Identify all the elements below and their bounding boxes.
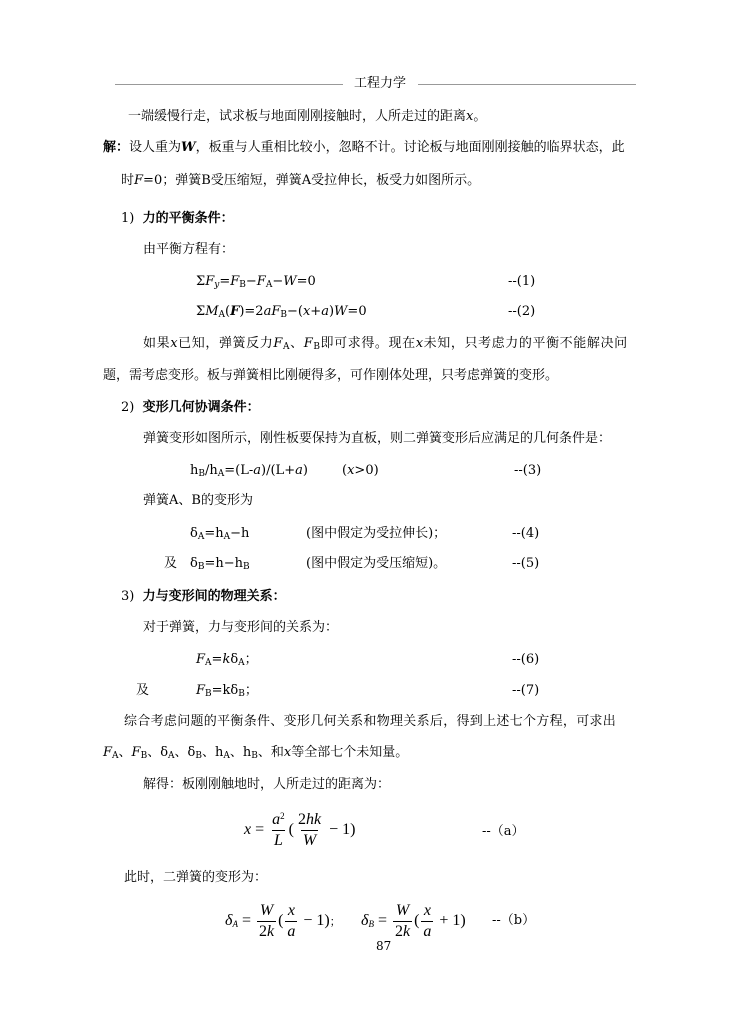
section1-number: 1) xyxy=(121,211,135,226)
equation-7-prefix: 及 xyxy=(136,683,150,698)
equation-2: $\Sigma M_A(F)=2aF_B-(x+a)W=0$ xyxy=(196,304,367,320)
header-rule-right xyxy=(418,84,636,85)
equation-2-tag: --(2) xyxy=(508,304,536,319)
equation-5-note: (图中假定为受压缩短)。 xyxy=(306,556,447,571)
solution-line-2: 时F=0；弹簧B受压缩短，弹簧A受拉伸长，板受力如图所示。 xyxy=(121,173,481,188)
section1-paragraph-line-2: 题，需考虑变形。板与弹簧相比刚硬得多，可作刚体处理，只考虑弹簧的变形。 xyxy=(103,368,559,383)
summary-line-1: 综合考虑问题的平衡条件、变形几何关系和物理关系后，得到上述七个方程，可求出 xyxy=(124,714,617,729)
equation-b-fraction-2: $\frac{x}{a}$ xyxy=(287,902,296,940)
equation-5-prefix: 及 xyxy=(164,556,178,571)
equation-6: $F_A=k\delta_A$； xyxy=(196,652,258,668)
equation-5: $\delta_B=h-h_B$ xyxy=(190,556,250,572)
page-header-title: 工程力学 xyxy=(354,76,407,91)
equation-a: x = $\frac{a^2}{L}$ ( $\frac{2hk}{W}$ − 1) xyxy=(244,811,356,849)
section3-heading xyxy=(121,590,286,603)
deform-intro: 弹簧A、B的变形为 xyxy=(143,493,253,508)
equation-6-tag: --(6) xyxy=(512,652,540,667)
section3-number: 3) xyxy=(121,589,135,604)
equation-b-right: $\delta_B$ = $\frac{W}{2k}$ ( $\frac{x}{a}$ + 1) xyxy=(361,902,466,940)
section2-intro: 弹簧变形如图所示，刚性板要保持为直板，则二弹簧变形后应满足的几何条件是： xyxy=(143,431,612,446)
equation-a-fraction-2: $\frac{2hk}{W}$ xyxy=(297,811,322,849)
header-rule-left xyxy=(115,84,343,85)
page-number: 87 xyxy=(376,939,392,953)
section1-heading xyxy=(121,212,234,225)
section1-paragraph-line-1: 如果x已知，弹簧反力$F_A$、$F_B$即可求得。现在x未知，只考虑力的平衡不能解决问 xyxy=(143,336,628,352)
section2-heading xyxy=(121,401,260,414)
summary-line-2: $F_A$、$F_B$、$\delta_A$、$\delta_B$、$h_A$、$h_B$、和x等全部七个未知量。 xyxy=(103,745,409,761)
equation-a-tag: --（a） xyxy=(482,824,525,839)
section2-title: 变形几何协调条件： xyxy=(142,400,260,415)
equation-4: $\delta_A=h_A-h$ xyxy=(190,526,250,542)
equation-3-tag: --(3) xyxy=(514,463,542,478)
equation-7-tag: --(7) xyxy=(512,683,540,698)
deform-result-intro: 此时，二弹簧的变形为： xyxy=(124,870,268,885)
equation-4-note: (图中假定为受拉伸长)； xyxy=(306,526,447,541)
equation-3-condition: (x>0) xyxy=(342,463,379,478)
problem-intro-line: 一端缓慢行走，试求板与地面刚刚接触时，人所走过的距离x。 xyxy=(128,109,487,124)
equation-b-fraction-4: $\frac{x}{a}$ xyxy=(423,902,432,940)
equation-b-fraction-1: $\frac{W}{2k}$ xyxy=(258,902,275,940)
solution-line-1: 解：设人重为W，板重与人重相比较小，忽略不计。讨论板与地面刚刚接触的临界状态，此 xyxy=(103,140,625,155)
section2-number: 2) xyxy=(121,400,135,415)
section1-intro: 由平衡方程有： xyxy=(143,242,235,257)
equation-b-tag: --（b） xyxy=(492,913,536,928)
equation-5-tag: --(5) xyxy=(512,556,540,571)
equation-7: $F_B=k\delta_B$； xyxy=(196,683,258,699)
section1-title: 力的平衡条件： xyxy=(142,211,234,226)
equation-b-fraction-3: $\frac{W}{2k}$ xyxy=(394,902,411,940)
section3-intro: 对于弹簧，力与变形间的关系为： xyxy=(143,620,339,635)
equation-b-left: $\delta_A$ = $\frac{W}{2k}$ ( $\frac{x}{a}$ − 1)； xyxy=(225,902,341,940)
result-intro: 解得：板刚刚触地时，人所走过的距离为： xyxy=(143,777,391,792)
equation-4-tag: --(4) xyxy=(512,526,540,541)
equation-3: $h_B/h_A=(L-a)/(L+a)$ xyxy=(190,463,308,479)
equation-1: $\Sigma F_y=F_B-F_A-W=0$ xyxy=(196,274,316,290)
equation-1-tag: --(1) xyxy=(508,274,536,289)
section3-title: 力与变形间的物理关系： xyxy=(142,589,286,604)
equation-a-fraction-1: $\frac{a^2}{L}$ xyxy=(272,811,285,849)
solution-label: 解： xyxy=(103,140,130,155)
